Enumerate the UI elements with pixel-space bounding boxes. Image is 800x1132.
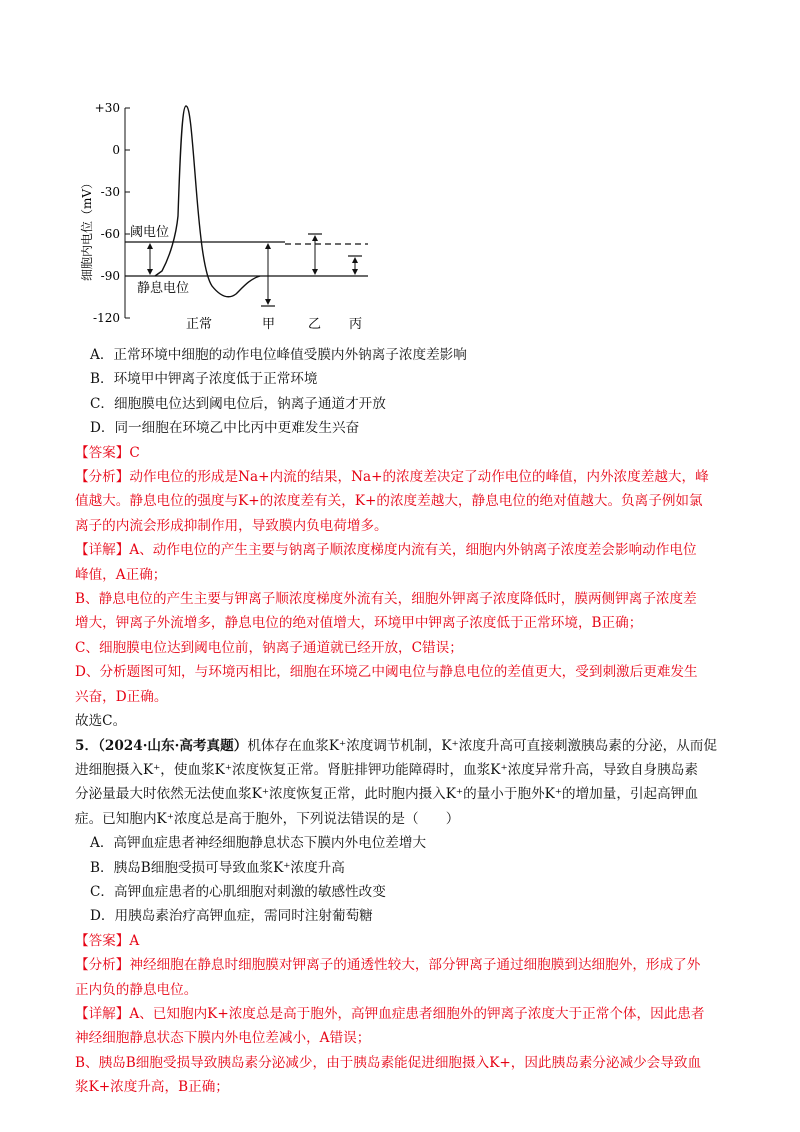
x-label-bing: 丙 — [349, 317, 363, 332]
q5-number: 5． — [75, 737, 99, 754]
q5-stem-line: 分泌量最大时依然无法使血浆K⁺浓度恢复正常，此时胞内摄入K⁺的量小于胞外K⁺的增加量，引起高钾血 — [75, 786, 698, 803]
x-label-yi: 乙 — [308, 317, 322, 332]
q4-option-b: B．环境甲中钾离子浓度低于正常环境 — [90, 371, 318, 388]
q5-option-b: B．胰岛B细胞受损可导致血浆K⁺浓度升高 — [90, 859, 345, 876]
q4-option-c: C．细胞膜电位达到阈电位后，钠离子通道才开放 — [90, 395, 386, 412]
q5-source: （2024·山东·高考真题） — [98, 737, 248, 754]
q5-stem-line: 进细胞摄入K⁺，使血浆K⁺浓度恢复正常。肾脏排钾功能障碍时，血浆K⁺浓度异常升高，导致自身胰岛素 — [75, 761, 698, 778]
q5-option-c: C．高钾血症患者的心肌细胞对刺激的敏感性改变 — [90, 883, 386, 900]
threshold-label: 阈电位 — [130, 225, 170, 240]
q5-analysis-line: 【分析】神经细胞在静息时细胞膜对钾离子的通透性较大，部分钾离子通过细胞膜到达细胞外，形成了外 — [75, 957, 701, 974]
q5-detail-line: 【详解】A、已知胞内K+浓度总是高于胞外，高钾血症患者细胞外的钾离子浓度大于正常个体，因此患者 — [75, 1005, 705, 1022]
resting-label: 静息电位 — [137, 281, 190, 296]
y-tick-label: -90 — [100, 269, 120, 283]
q4-detail-line: D、分析题图可知，与环境丙相比，细胞在环境乙中阈电位与静息电位的差值更大，受到刺激后更难发生 — [75, 664, 698, 681]
q5-option-d: D．用胰岛素治疗高钾血症，需同时注射葡萄糖 — [90, 908, 373, 925]
q4-analysis-line: 【分析】动作电位的形成是Na+内流的结果，Na+的浓度差决定了动作电位的峰值，内外浓度差越大，峰 — [75, 469, 709, 486]
q4-answer: 【答案】C — [75, 444, 140, 461]
q4-analysis-line: 离子的内流会形成抑制作用，导致膜内负电荷增多。 — [75, 517, 388, 534]
q5-analysis-line: 正内负的静息电位。 — [75, 981, 198, 998]
q4-detail-line: 增大，钾离子外流增多，静息电位的绝对值增大，环境甲中钾离子浓度低于正常环境，B正确； — [75, 615, 643, 632]
y-axis-label: 细胞内电位（mV） — [80, 176, 94, 281]
q5-stem-text: 机体存在血浆K⁺浓度调节机制，K⁺浓度升高可直接刺激胰岛素的分泌，从而促 — [247, 737, 717, 754]
q4-conclusion: 故选C。 — [75, 713, 127, 730]
x-label-jia: 甲 — [262, 317, 276, 332]
q4-detail-line: C、细胞膜电位达到阈电位前，钠离子通道就已经开放，C错误； — [75, 639, 463, 656]
membrane-potential-figure — [80, 96, 400, 334]
q5-option-a: A．高钾血症患者神经细胞静息状态下膜内外电位差增大 — [90, 835, 427, 852]
q5-detail-line: 神经细胞静息状态下膜内外电位差减小，A错误； — [75, 1030, 371, 1047]
q4-detail-line: 兴奋，D正确。 — [75, 688, 168, 705]
q5-stem-line-first — [75, 734, 727, 758]
action-potential-curve — [155, 106, 260, 297]
x-label-normal: 正常 — [186, 317, 213, 332]
y-tick-label: -120 — [93, 311, 120, 325]
q4-option-a: A．正常环境中细胞的动作电位峰值受膜内外钠离子浓度差影响 — [90, 347, 467, 363]
q5-answer: 【答案】A — [75, 932, 140, 949]
q4-option-d: D．同一细胞在环境乙中比丙中更难发生兴奋 — [90, 420, 360, 437]
q4-detail-line: B、静息电位的产生主要与钾离子顺浓度梯度外流有关，细胞外钾离子浓度降低时，膜两侧钾离子浓度差 — [75, 591, 697, 608]
y-tick-label: -60 — [100, 227, 120, 241]
q4-analysis-line: 值越大。静息电位的强度与K+的浓度差有关，K+的浓度差越大，静息电位的绝对值越大。负离子例如氯 — [75, 493, 703, 510]
y-tick-label: 0 — [112, 143, 120, 157]
q5-detail-line: 浆K+浓度升高，B正确； — [75, 1079, 229, 1096]
q4-detail-line: 峰值，A正确； — [75, 566, 167, 583]
y-tick-label: +30 — [94, 101, 120, 115]
q5-stem-line: 症。已知胞内K⁺浓度总是高于胞外，下列说法错误的是（ ） — [75, 810, 460, 827]
document-body — [75, 343, 727, 1100]
membrane-potential-graph — [80, 96, 400, 334]
q4-detail-line: 【详解】A、动作电位的产生主要与钠离子顺浓度梯度内流有关，细胞内外钠离子浓度差会影响动作电位 — [75, 542, 697, 559]
y-tick-label: -30 — [100, 185, 120, 199]
q5-detail-line: B、胰岛B细胞受损导致胰岛素分泌减少，由于胰岛素能促进细胞摄入K+，因此胰岛素分泌减少会导致血 — [75, 1054, 702, 1071]
